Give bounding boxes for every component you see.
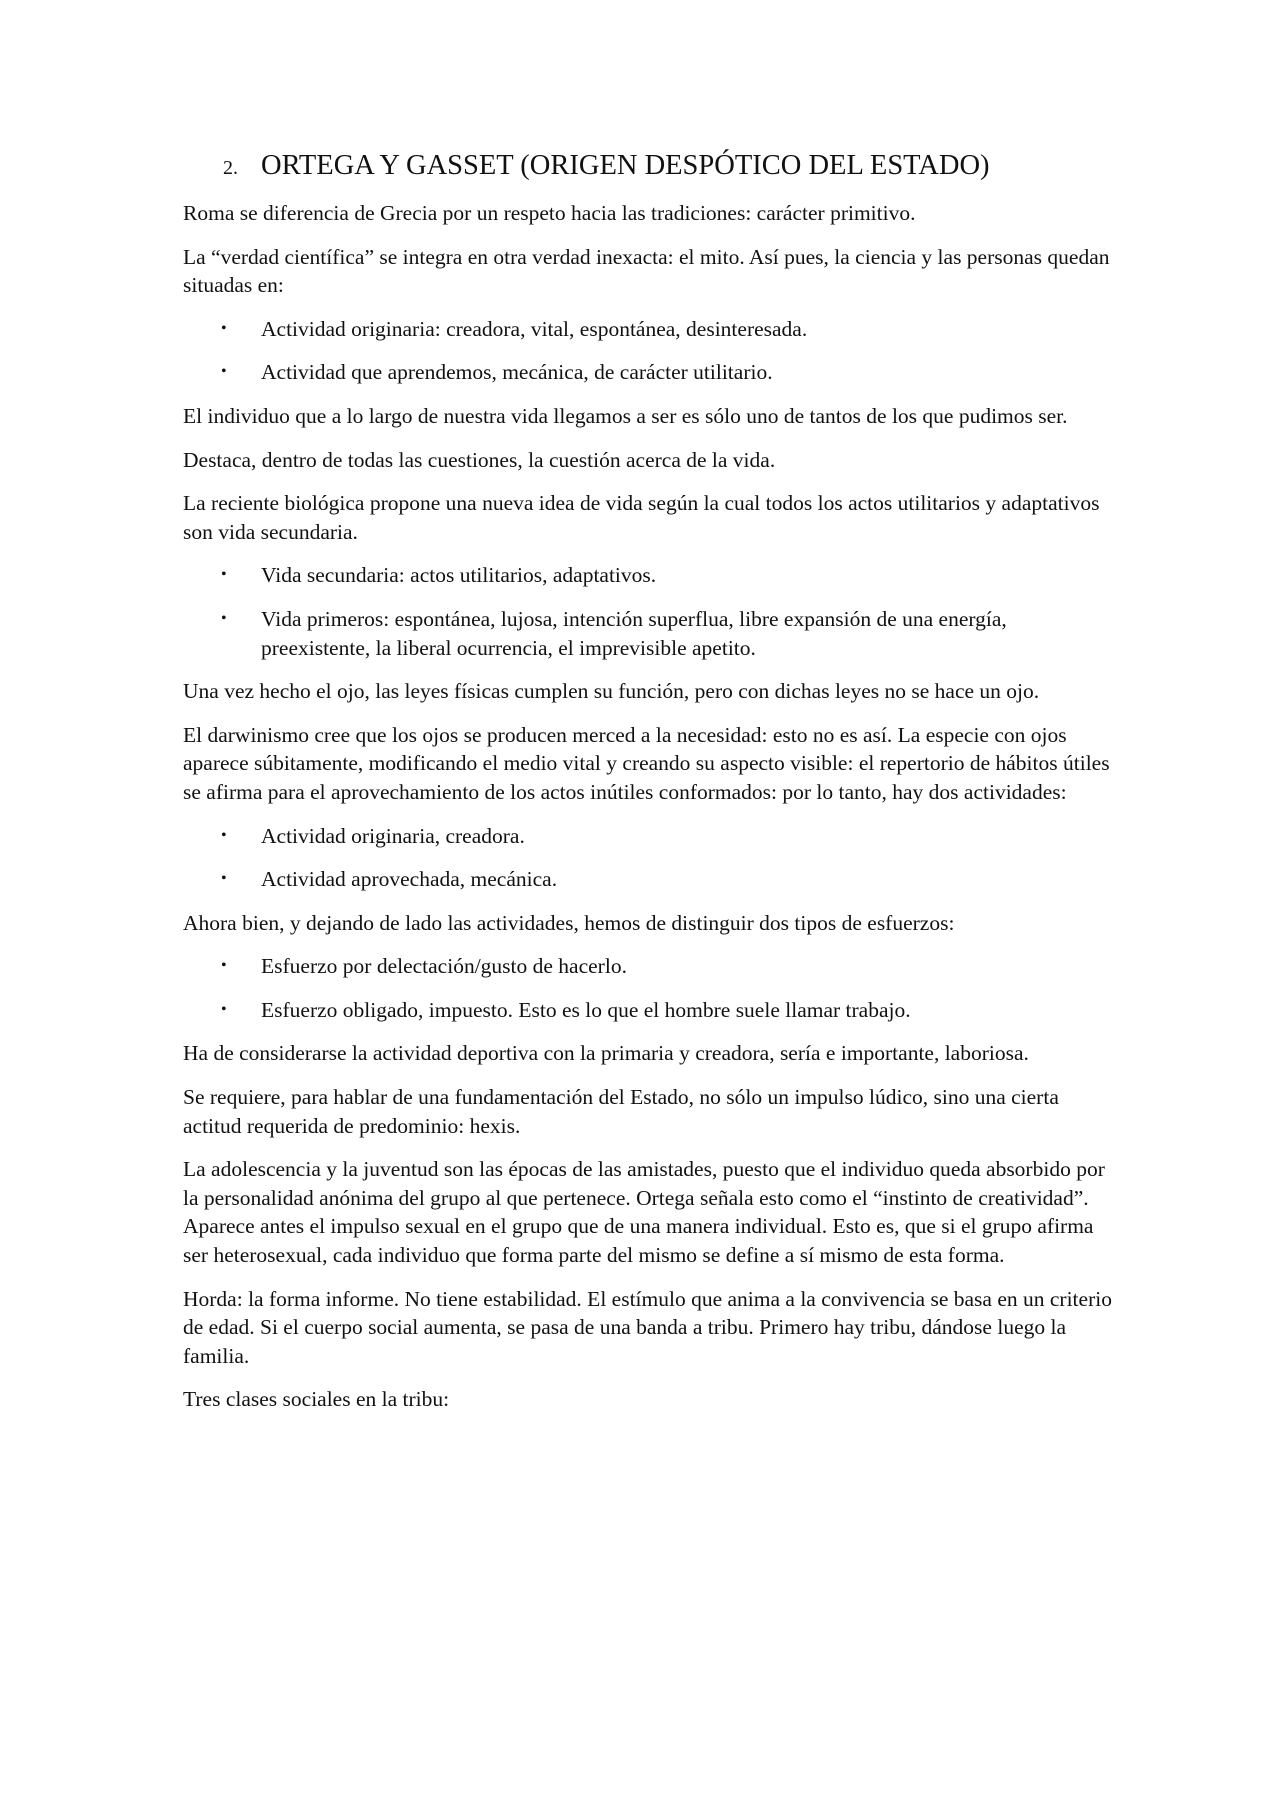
list-item-text: Actividad aprovechada, mecánica. <box>261 867 558 892</box>
paragraph-biology: La reciente biológica propone una nueva idea de vida según la cual todos los actos utilitarios y adaptativos son vida secundaria. <box>183 491 1100 544</box>
bullet-icon: • <box>221 957 227 975</box>
section-heading <box>223 148 1113 186</box>
list-item <box>183 315 1113 344</box>
activities-list-2 <box>183 822 1113 894</box>
bullet-icon: • <box>221 826 227 844</box>
paragraph-adolescence: La adolescencia y la juventud son las épocas de las amistades, puesto que el individuo queda absorbido por la personalidad anónima del grupo al que pertenece. Ortega señala esto como el “instinto de creatividad”. Aparece antes el impulso sexual en el grupo que de una manera individual. Esto es, que si el grupo afirma ser heterosexual, cada individuo que forma parte del mismo se define a sí mismo de esta forma. <box>183 1157 1105 1268</box>
paragraph-darwinism: El darwinismo cree que los ojos se producen merced a la necesidad: esto no es así. La especie con ojos aparece súbitamente, modificando el medio vital y creando su aspecto visible: el repertorio de hábitos útiles se afirma para el aprovechamiento de los actos inútiles conformados: por lo tanto, hay dos actividades: <box>183 722 1110 804</box>
list-item-text: Vida primeros: espontánea, lujosa, intención superflua, libre expansión de una energía, preexistente, la liberal ocurrencia, el imprevisible apetito. <box>261 606 1007 660</box>
list-item <box>183 561 1113 590</box>
list-item <box>183 822 1113 851</box>
bullet-icon: • <box>221 363 227 381</box>
section-title: ORTEGA Y GASSET (ORIGEN DESPÓTICO DEL ESTADO) <box>261 150 990 181</box>
list-item-text: Esfuerzo por delectación/gusto de hacerlo. <box>261 954 627 979</box>
bullet-icon: • <box>221 1000 227 1018</box>
paragraph-hexis: Se requiere, para hablar de una fundamentación del Estado, no sólo un impulso lúdico, sino una cierta actitud requerida de predominio: hexis. <box>183 1085 1059 1138</box>
activities-list-1 <box>183 315 1113 387</box>
paragraph-horde: Horda: la forma informe. No tiene estabilidad. El estímulo que anima a la convivencia se basa en un criterio de edad. Si el cuerpo social aumenta, se pasa de una banda a tribu. Primero hay tribu, dándose luego la familia. <box>183 1286 1112 1368</box>
list-item-text: Actividad originaria: creadora, vital, espontánea, desinteresada. <box>261 316 808 341</box>
list-item <box>183 605 1113 662</box>
list-item <box>183 865 1113 894</box>
list-item-text: Esfuerzo obligado, impuesto. Esto es lo que el hombre suele llamar trabajo. <box>261 997 911 1022</box>
list-item-text: Actividad originaria, creadora. <box>261 823 525 848</box>
paragraph-rome-greece: Roma se diferencia de Grecia por un respeto hacia las tradiciones: carácter primitivo. <box>183 201 916 225</box>
list-item <box>183 358 1113 387</box>
list-item <box>183 996 1113 1025</box>
paragraph-sport: Ha de considerarse la actividad deportiva con la primaria y creadora, sería e importante, laboriosa. <box>183 1041 1029 1066</box>
life-list <box>183 561 1113 662</box>
paragraph-question-of-life: Destaca, dentro de todas las cuestiones, la cuestión acerca de la vida. <box>183 447 776 472</box>
paragraph-individual: El individuo que a lo largo de nuestra vida llegamos a ser es sólo uno de tantos de los que pudimos ser. <box>183 403 1068 428</box>
paragraph-social-classes: Tres clases sociales en la tribu: <box>183 1387 450 1412</box>
efforts-list <box>183 952 1113 1024</box>
paragraph-scientific-truth: La “verdad científica” se integra en otra verdad inexacta: el mito. Así pues, la ciencia y las personas quedan situadas en: <box>183 244 1110 298</box>
document-page <box>183 148 1113 1429</box>
paragraph-efforts: Ahora bien, y dejando de lado las actividades, hemos de distinguir dos tipos de esfuerzos: <box>183 910 955 935</box>
bullet-icon: • <box>221 566 227 584</box>
bullet-icon: • <box>221 319 227 337</box>
paragraph-eye: Una vez hecho el ojo, las leyes físicas cumplen su función, pero con dichas leyes no se hace un ojo. <box>183 679 1040 704</box>
list-item <box>183 952 1113 981</box>
section-number: 2. <box>223 157 238 179</box>
list-item-text: Actividad que aprendemos, mecánica, de carácter utilitario. <box>261 360 773 385</box>
list-item-text: Vida secundaria: actos utilitarios, adaptativos. <box>261 563 657 588</box>
bullet-icon: • <box>221 609 227 627</box>
bullet-icon: • <box>221 870 227 888</box>
